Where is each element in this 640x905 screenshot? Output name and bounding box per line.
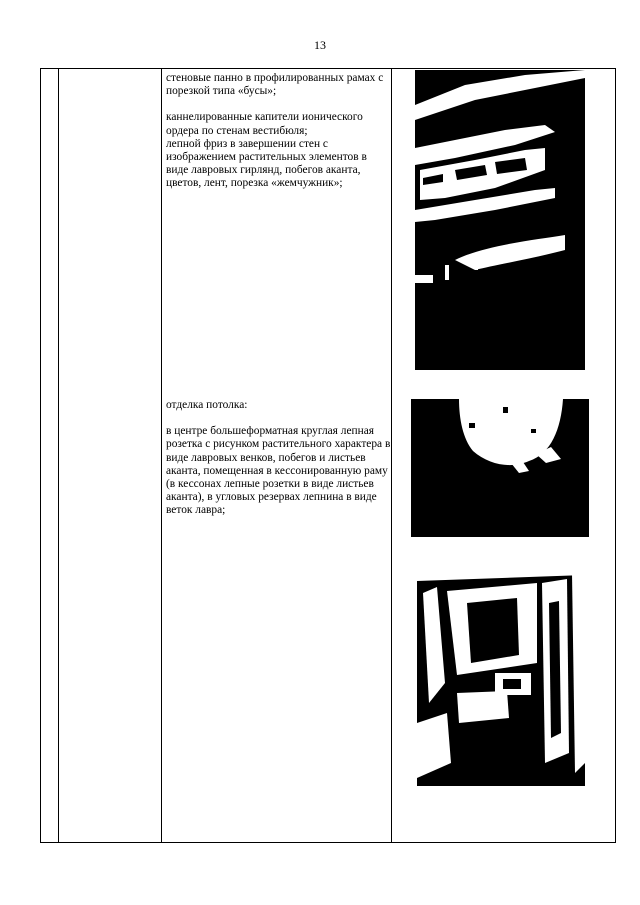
paragraph-ceiling-heading: отделка потолка: <box>166 399 248 411</box>
paragraph-ionic-capitals: каннелированные капители ионического ордера по стенам вестибюля; <box>166 111 363 137</box>
frieze-photo <box>415 70 585 370</box>
ceiling-rosette-photo <box>411 399 589 537</box>
page-number: 13 <box>314 38 326 52</box>
column-divider-3 <box>391 69 392 842</box>
paragraph-frieze: лепной фриз в завершении стен с изображением растительных элементов в виде лавровых гирлянд, побегов аканта, цветов, лент, порезка «жемчужник»; <box>166 137 367 190</box>
interior-view-photo <box>417 563 585 786</box>
paragraph-wall-panels: стеновые панно в профилированных рамах с порезкой типа «бусы»; <box>166 72 384 98</box>
paragraph-ceiling-rosette: в центре большеформатная круглая лепная розетка с рисунком растительного характера в виде лавровых венков, побегов и листьев аканта, помещенная в кессонированную раму (в кессонах лепные розетки в виде листьев аканта), в угловых резервах лепнина в виде веток лавра; <box>166 425 391 517</box>
column-divider-1 <box>58 69 59 842</box>
entry-2-description <box>166 399 391 518</box>
column-divider-2 <box>161 69 162 842</box>
entry-1-description <box>166 72 391 191</box>
